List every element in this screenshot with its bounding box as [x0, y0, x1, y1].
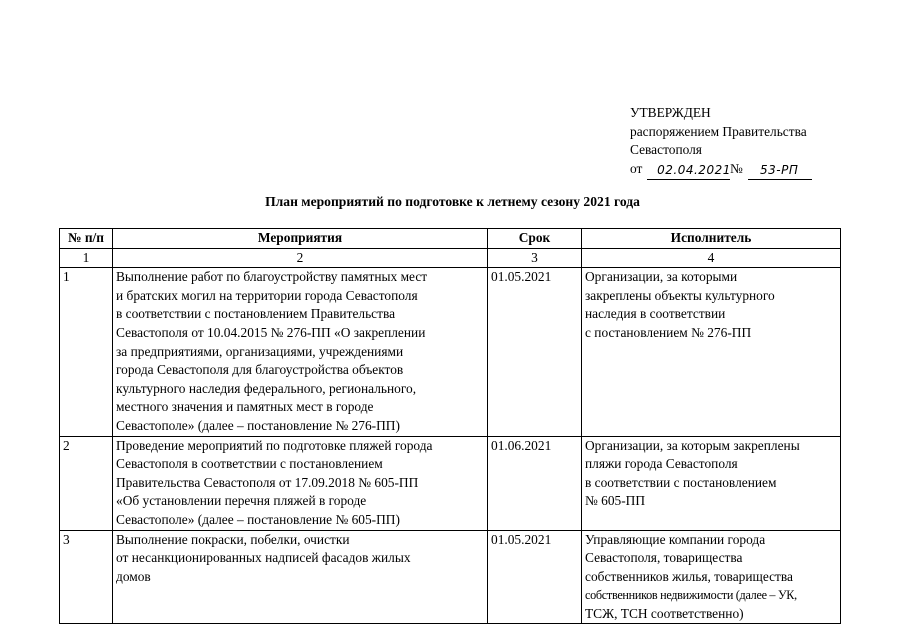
approval-date: 02.04.2021	[657, 162, 731, 177]
table-header-row	[60, 229, 841, 249]
approval-stamp	[630, 104, 890, 182]
row-number: 1	[60, 268, 113, 436]
row-number: 2	[60, 436, 113, 530]
header-activity: Мероприятия	[113, 229, 488, 249]
executor-text: ТСЖ, ТСН соответственно)	[585, 605, 744, 621]
activity-text: Выполнение покраски, побелки, очистки от несанкционированных надписей фасадов жилых домов	[116, 531, 411, 584]
header-executor: Исполнитель	[582, 229, 841, 249]
row-activity	[113, 268, 488, 436]
table-row	[60, 530, 841, 624]
column-number: 4	[582, 248, 841, 268]
approval-number: 53-РП	[760, 162, 799, 177]
number-underline	[748, 179, 812, 180]
table-row	[60, 268, 841, 436]
row-activity	[113, 436, 488, 530]
row-executor	[582, 436, 841, 530]
column-number: 2	[113, 248, 488, 268]
row-number: 3	[60, 530, 113, 624]
document-title: План мероприятий по подготовке к летнему сезону 2021 года	[265, 194, 640, 209]
row-deadline: 01.05.2021	[488, 530, 582, 624]
column-numbers-row	[60, 248, 841, 268]
number-sign: №	[730, 160, 743, 176]
row-activity	[113, 530, 488, 624]
executor-text: Управляющие компании города Севастополя, товарищества собственников жилья, товарищества	[585, 531, 793, 584]
row-deadline: 01.05.2021	[488, 268, 582, 436]
date-prefix: от	[630, 160, 643, 176]
header-number: № п/п	[60, 229, 113, 249]
header-deadline: Срок	[488, 229, 582, 249]
column-number: 1	[60, 248, 113, 268]
approval-line-1: распоряжением Правительства	[630, 123, 807, 139]
table-row	[60, 436, 841, 530]
activity-text: Проведение мероприятий по подготовке пляжей города Севастополя в соответствии с постановлением Правительства Севастополя от 17.09.2018 № 605-ПП «Об установлении перечня пляжей в городе Севастополе» (далее – постановление № 605-ПП)	[116, 437, 433, 527]
date-underline	[647, 179, 730, 180]
approval-date-line	[630, 160, 890, 182]
approval-heading: УТВЕРЖДЕН	[630, 105, 711, 120]
row-executor	[582, 268, 841, 436]
executor-text: Организации, за которыми закреплены объекты культурного наследия в соответствии с постановлением № 276-ПП	[585, 269, 775, 340]
row-executor	[582, 530, 841, 624]
row-deadline: 01.06.2021	[488, 436, 582, 530]
activity-text: Выполнение работ по благоустройству памятных мест и братских могил на территории города Севастополя в соответствии с постановлением Правительства Севастополя от 10.04.2015 № 276-ПП «О закреплении за предприятиями, организациями, учреждениями города Севастополя для благоустройства объектов культурного наследия федерального, регионального, местного значения и памятных мест в городе Севастополе» (далее – постановление № 276-ПП)	[116, 269, 428, 433]
approval-line-2: Севастополя	[630, 142, 702, 158]
column-number: 3	[488, 248, 582, 268]
executor-text: Организации, за которым закреплены пляжи города Севастополя в соответствии с постановлением № 605-ПП	[585, 437, 800, 509]
plan-table	[59, 228, 841, 624]
executor-text-condensed: собственников недвижимости (далее – УК,	[585, 588, 797, 603]
